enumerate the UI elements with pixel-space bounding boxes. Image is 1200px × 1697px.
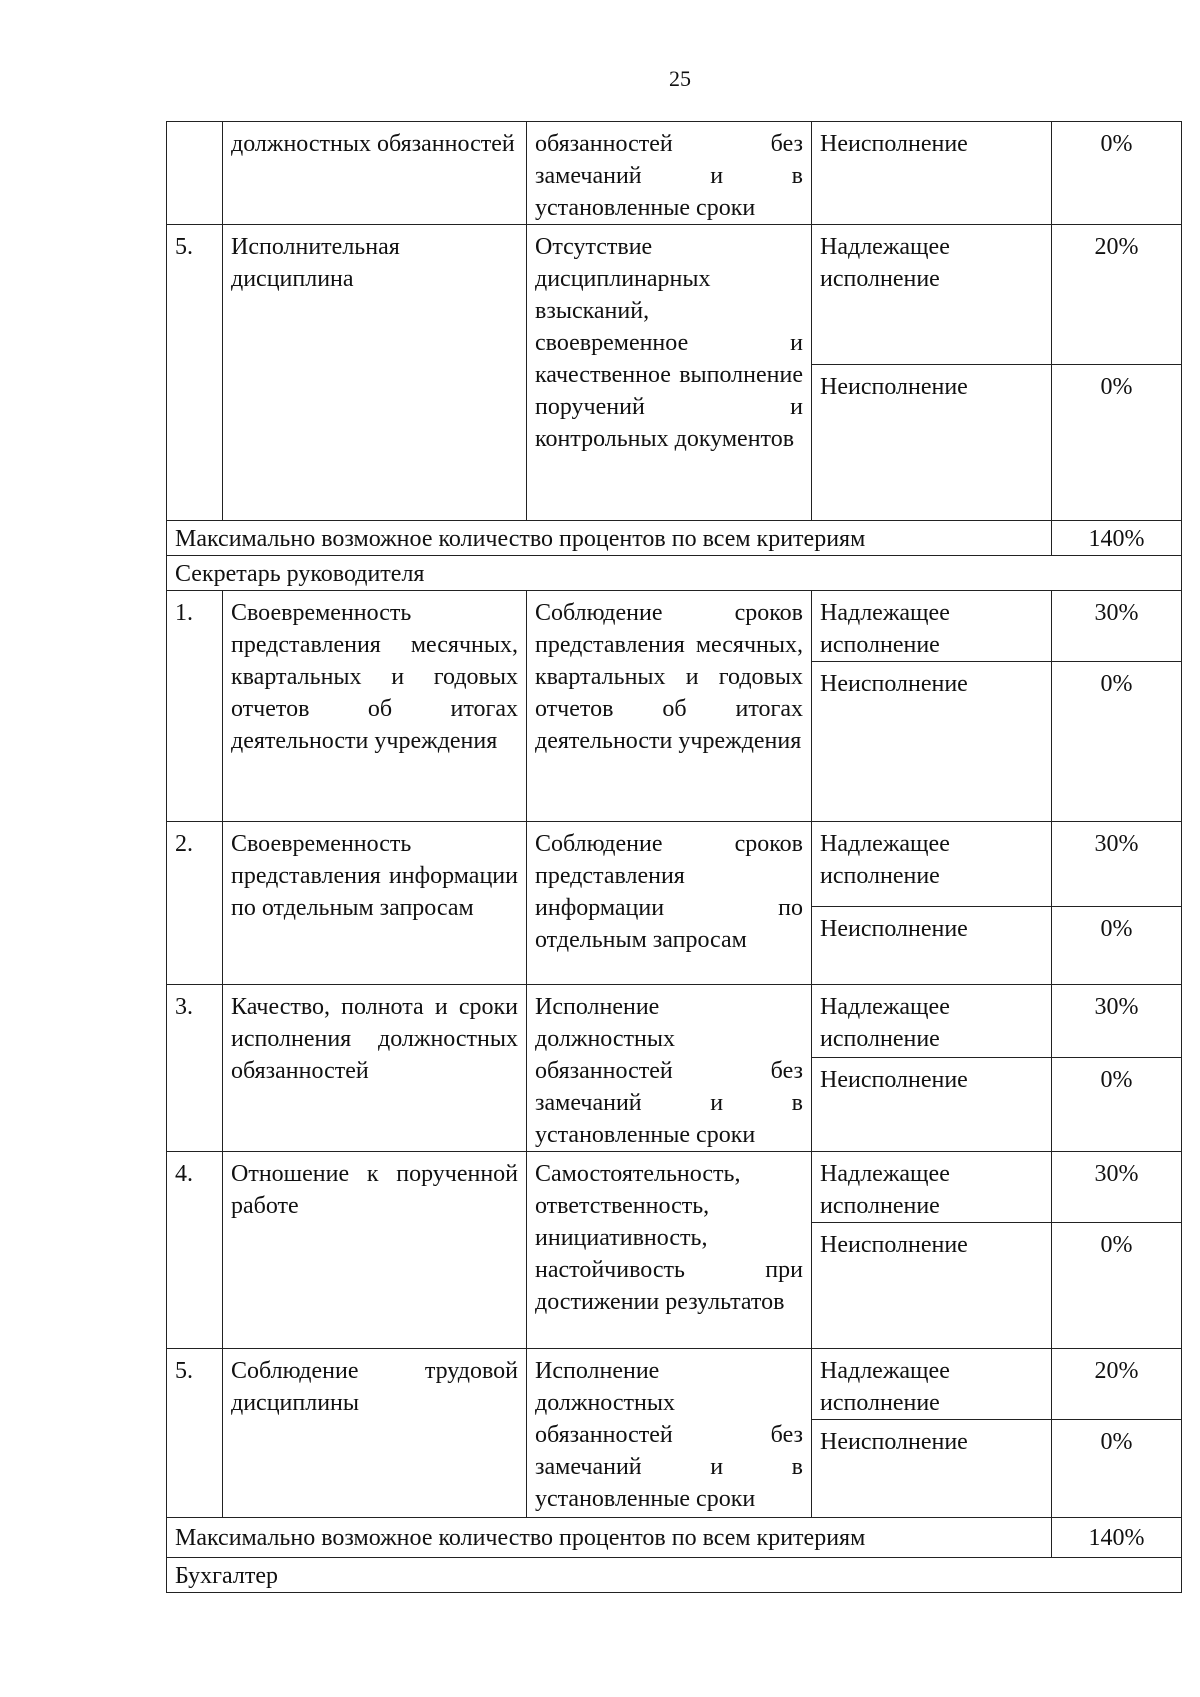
criteria-table	[166, 121, 1182, 1593]
section-row	[167, 556, 1182, 591]
proper-performance-label: Надлежащее исполнение	[812, 985, 1052, 1058]
criterion-cell: Своевременность представления информации по отдельным запросам	[223, 822, 527, 985]
section-title: Секретарь руководителя	[167, 556, 1182, 591]
value-cell: 20%	[1052, 225, 1182, 365]
row-number-cell: 4.	[167, 1152, 223, 1349]
value-cell: 0%	[1052, 365, 1182, 521]
nonperformance-label: Неисполнение	[812, 1223, 1052, 1349]
table-row	[167, 985, 1182, 1058]
nonperformance-label: Неисполнение	[812, 1058, 1052, 1152]
indicator-cell: Соблюдение сроков представления информации по отдельным запросам	[527, 822, 812, 985]
table-row	[167, 1152, 1182, 1223]
row-number-cell: 2.	[167, 822, 223, 985]
criterion-cell: Исполнительная дисциплина	[223, 225, 527, 521]
value-cell: 30%	[1052, 1152, 1182, 1223]
proper-performance-label: Надлежащее исполнение	[812, 225, 1052, 365]
value-cell: 0%	[1052, 1058, 1182, 1152]
indicator-cell: Самостоятельность, ответственность, инициативность, настойчивость при достижении результатов	[527, 1152, 812, 1349]
criterion-cell: Отношение к порученной работе	[223, 1152, 527, 1349]
row-number-cell: 5.	[167, 1349, 223, 1518]
indicator-cell: Исполнение должностных обязанностей без замечаний и в установленные сроки	[527, 985, 812, 1152]
summary-row	[167, 1518, 1182, 1558]
criterion-cell: Качество, полнота и сроки исполнения должностных обязанностей	[223, 985, 527, 1152]
table-row	[167, 225, 1182, 365]
value-cell: 20%	[1052, 1349, 1182, 1420]
value-cell: 0%	[1052, 1420, 1182, 1518]
nonperformance-label: Неисполнение	[812, 907, 1052, 985]
value-cell: 0%	[1052, 1223, 1182, 1349]
value-cell: 30%	[1052, 985, 1182, 1058]
indicator-cell: Соблюдение сроков представления месячных, квартальных и годовых отчетов об итогах деятельности учреждения	[527, 591, 812, 822]
proper-performance-label: Надлежащее исполнение	[812, 591, 1052, 662]
summary-value: 140%	[1052, 521, 1182, 556]
proper-performance-label: Надлежащее исполнение	[812, 822, 1052, 907]
row-number-cell: 5.	[167, 225, 223, 521]
indicator-cell: Исполнение должностных обязанностей без замечаний и в установленные сроки	[527, 1349, 812, 1518]
nonperformance-label: Неисполнение	[812, 662, 1052, 822]
nonperformance-label: Неисполнение	[812, 1420, 1052, 1518]
indicator-cell: обязанностей без замечаний и в установленные сроки	[527, 122, 812, 225]
summary-label: Максимально возможное количество процентов по всем критериям	[167, 521, 1052, 556]
proper-performance-label: Надлежащее исполнение	[812, 1349, 1052, 1420]
table-row	[167, 1349, 1182, 1420]
row-number-cell: 1.	[167, 591, 223, 822]
value-cell: 0%	[1052, 662, 1182, 822]
indicator-cell: Отсутствие дисциплинарных взысканий, своевременное и качественное выполнение поручений и контрольных документов	[527, 225, 812, 521]
criterion-cell: должностных обязанностей	[223, 122, 527, 225]
criterion-cell: Соблюдение трудовой дисциплины	[223, 1349, 527, 1518]
table-row	[167, 122, 1182, 225]
summary-row	[167, 521, 1182, 556]
value-cell: 30%	[1052, 822, 1182, 907]
row-number-cell: 3.	[167, 985, 223, 1152]
value-cell: 0%	[1052, 907, 1182, 985]
page-number: 25	[669, 66, 691, 91]
summary-value: 140%	[1052, 1518, 1182, 1558]
table-row	[167, 591, 1182, 662]
proper-performance-label: Надлежащее исполнение	[812, 1152, 1052, 1223]
row-number-cell	[167, 122, 223, 225]
nonperformance-label: Неисполнение	[812, 365, 1052, 521]
nonperformance-label: Неисполнение	[812, 122, 1052, 225]
section-row	[167, 1558, 1182, 1593]
summary-label: Максимально возможное количество процентов по всем критериям	[167, 1518, 1052, 1558]
value-cell: 30%	[1052, 591, 1182, 662]
section-title: Бухгалтер	[167, 1558, 1182, 1593]
value-cell: 0%	[1052, 122, 1182, 225]
table-row	[167, 822, 1182, 907]
criterion-cell: Своевременность представления месячных, квартальных и годовых отчетов об итогах деятельности учреждения	[223, 591, 527, 822]
